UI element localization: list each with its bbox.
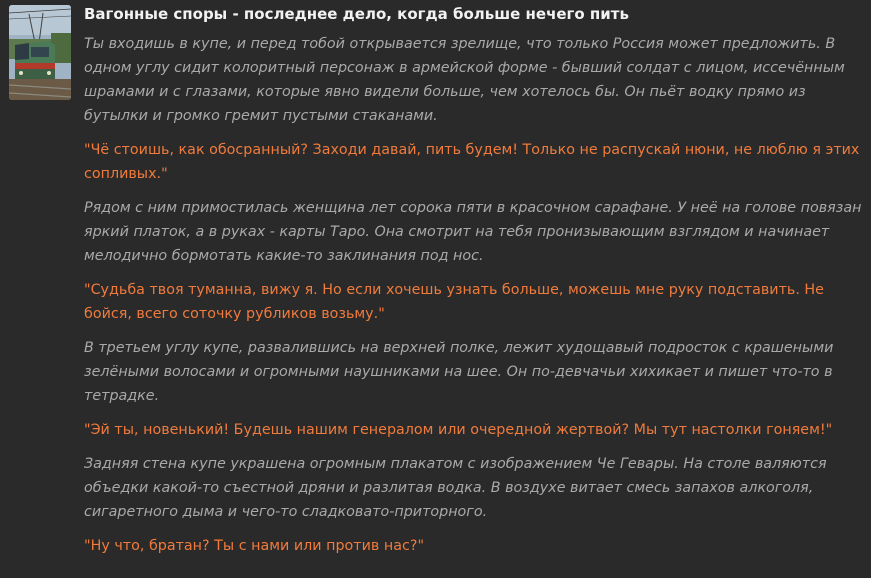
- message-title: Вагонные споры - последнее дело, когда больше нечего пить: [84, 5, 629, 23]
- speech-paragraph-3: "Эй ты, новенький! Будешь нашим генералом или очередной жертвой? Мы тут настолки гоняем!": [84, 422, 833, 438]
- speech-paragraph-1: "Чё стоишь, как обосранный? Заходи давай, пить будем! Только не распускай нюни, не люблю я этих сопливых.": [84, 142, 860, 182]
- narration-paragraph-2: Рядом с ним примостилась женщина лет сорока пяти в красочном сарафане. У неё на голове повязан яркий платок, а в руках - карты Таро. Она смотрит на тебя пронизывающим взглядом и начинает мелодично бормотать какие-то заклинания под нос.: [84, 200, 862, 264]
- narration-paragraph-4: Задняя стена купе украшена огромным плакатом с изображением Че Гевары. На столе валяются объедки какой-то съестной дряни и разлитая водка. В воздухе витает смесь запахов алкоголя, сигаретного дыма и чего-то сладковато-приторного.: [84, 456, 827, 520]
- message-content: [84, 32, 869, 558]
- narration-paragraph-3: В третьем углу купе, развалившись на верхней полке, лежит худощавый подросток с крашеными зелёными волосами и огромными наушниками на шее. Он по-девчачьи хихикает и пишет что-то в тетрадке.: [84, 340, 834, 404]
- train-locomotive-avatar[interactable]: [9, 5, 71, 100]
- narration-paragraph-1: Ты входишь в купе, и перед тобой открывается зрелище, что только Россия может предложить. В одном углу сидит колоритный персонаж в армейской форме - бывший солдат с лицом, иссечённым шрамами и с глазами, которые явно видели больше, чем хотелось бы. Он пьёт водку прямо из бутылки и громко гремит пустыми стаканами.: [84, 36, 845, 124]
- speech-paragraph-2: "Судьба твоя туманна, вижу я. Но если хочешь узнать больше, можешь мне руку подставить. Не бойся, всего соточку рубликов возьму.": [84, 282, 824, 322]
- speech-paragraph-4: "Ну что, братан? Ты с нами или против нас?": [84, 538, 425, 554]
- train-locomotive-icon: [9, 5, 71, 100]
